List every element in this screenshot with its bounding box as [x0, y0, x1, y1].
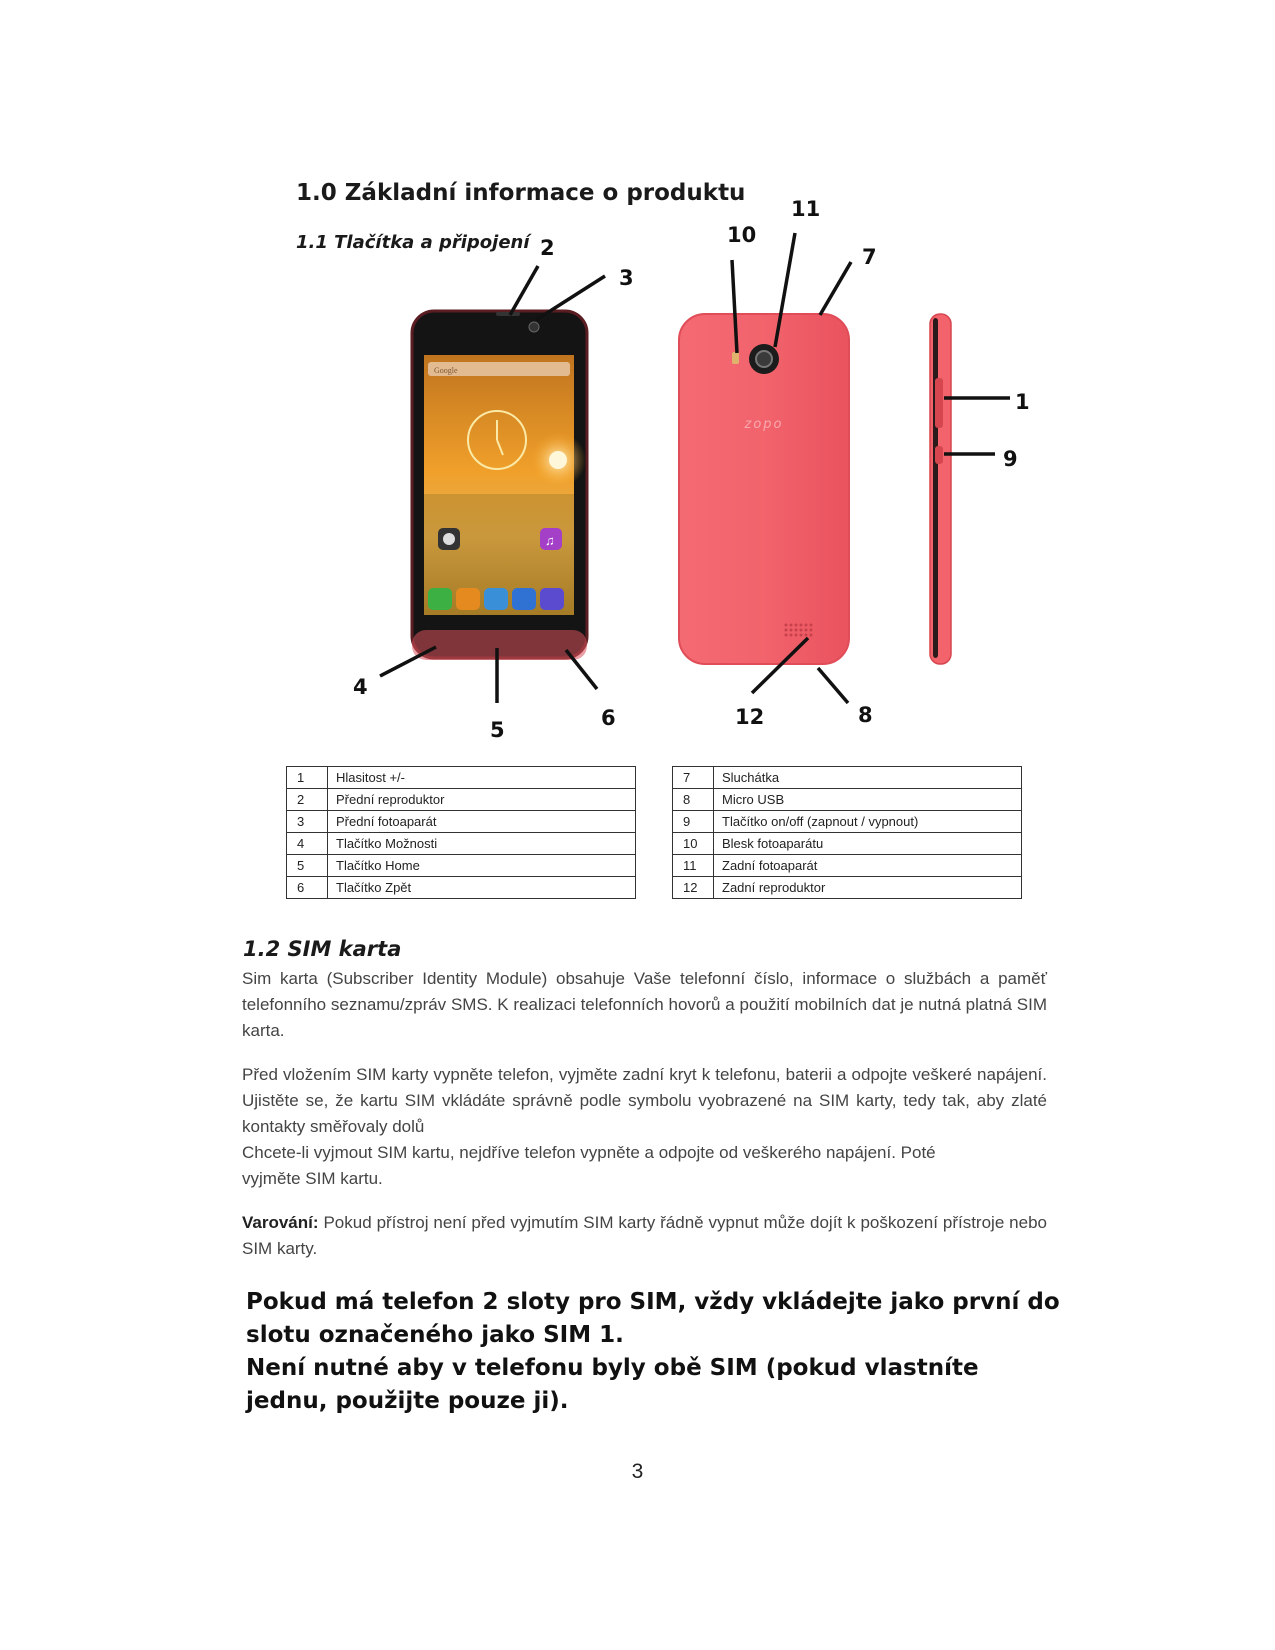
callout-12: 12: [735, 705, 765, 729]
callout-1: 1: [1015, 390, 1030, 414]
table-row: 10 Blesk fotoaparátu: [673, 833, 1022, 855]
page-heading: 1.0 Základní informace o produktu: [296, 180, 746, 206]
table-row: 7 Sluchátka: [673, 767, 1022, 789]
warning-text: Pokud přístroj není před vyjmutím SIM karty řádně vypnut může dojít k poškození přístroje nebo SIM karty.: [242, 1213, 1047, 1258]
callout-5: 5: [490, 718, 505, 742]
phone-side: [930, 314, 951, 664]
table-row: 3 Přední fotoaparát: [287, 811, 636, 833]
table-row: 11 Zadní fotoaparát: [673, 855, 1022, 877]
parts-table-right: [672, 766, 1022, 899]
bold-note-single-sim: Není nutné aby v telefonu byly obě SIM (pokud vlastníte jednu, použijte pouze ji).: [246, 1355, 979, 1414]
brand-logo: zopo: [744, 417, 784, 432]
paragraph-sim-intro: Sim karta (Subscriber Identity Module) obsahuje Vaše telefonní číslo, informace o službách a paměť telefonního seznamu/zpráv SMS. K realizaci telefonních hovorů a použití mobilních dat je nutná platná SIM karta.: [242, 969, 1047, 1040]
search-bar-text: Google: [434, 366, 458, 375]
page-number: 3: [631, 1460, 644, 1483]
callout-9: 9: [1003, 447, 1018, 471]
phone-back: [679, 314, 849, 664]
paragraph-sim-insert: Před vložením SIM karty vypněte telefon, vyjměte zadní kryt k telefonu, baterii a odpojte veškeré napájení. Ujistěte se, že kartu SIM vkládáte správně podle symbolu vyobrazené na SIM karty, tedy tak, aby zlaté kontakty směřovaly dolů: [242, 1065, 1047, 1136]
callout-8: 8: [858, 703, 873, 727]
callout-7: 7: [862, 245, 877, 269]
table-row: 4 Tlačítko Možnosti: [287, 833, 636, 855]
callout-3: 3: [619, 266, 634, 290]
table-row: 2 Přední reproduktor: [287, 789, 636, 811]
section-heading-buttons: 1.1 Tlačítka a připojení: [296, 232, 530, 253]
paragraph-sim-remove: Chcete-li vyjmout SIM kartu, nejdříve telefon vypněte a odpojte od veškerého napájení. Poté vyjměte SIM kartu.: [242, 1143, 936, 1188]
bold-note: [246, 1286, 1066, 1418]
table-row: 6 Tlačítko Zpět: [287, 877, 636, 899]
callout-6: 6: [601, 706, 616, 730]
table-row: 9 Tlačítko on/off (zapnout / vypnout): [673, 811, 1022, 833]
paragraph-warning: [242, 1210, 1047, 1262]
table-row: 1 Hlasitost +/-: [287, 767, 636, 789]
phone-figure: [0, 0, 1275, 760]
warning-label: Varování:: [242, 1213, 319, 1232]
callout-2: 2: [540, 236, 555, 260]
parts-table-left: [286, 766, 636, 899]
section-heading-sim: 1.2 SIM karta: [243, 937, 402, 961]
table-row: 5 Tlačítko Home: [287, 855, 636, 877]
table-row: 8 Micro USB: [673, 789, 1022, 811]
callout-11: 11: [791, 197, 821, 221]
callout-10: 10: [727, 223, 757, 247]
bold-note-sim-slot: Pokud má telefon 2 sloty pro SIM, vždy vkládejte jako první do slotu označeného jako SIM 1.: [246, 1289, 1060, 1348]
callout-4: 4: [353, 675, 368, 699]
svg-text:♫: ♫: [545, 533, 555, 548]
table-row: 12 Zadní reproduktor: [673, 877, 1022, 899]
phone-front: [412, 311, 587, 660]
